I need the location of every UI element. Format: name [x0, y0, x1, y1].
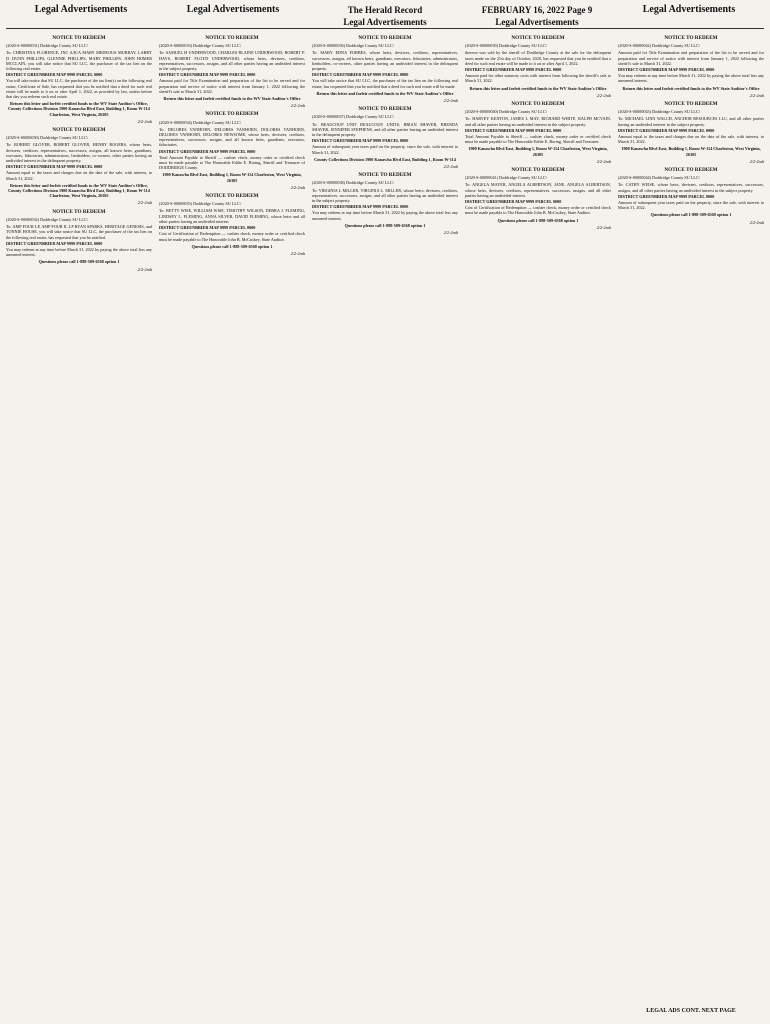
notice-sig: 2/2-2ndt	[443, 164, 458, 170]
notice-map: DISTRICT GREENBRIER MAP 9999 PARCEL 0000	[6, 72, 103, 78]
legal-notice	[6, 210, 152, 272]
notice-map: DISTRICT GREENBRIER MAP 9999 PARCEL 0000	[618, 67, 715, 73]
notice-title: NOTICE TO REDEEM	[52, 127, 106, 134]
notice-id: (2020-S-00000034) Doddridge County SU LLC\	[159, 119, 241, 125]
notice-title: NOTICE TO REDEEM	[511, 101, 565, 108]
notice-id: (2020-S-00000030) Doddridge County SU LLC\	[6, 135, 88, 141]
notice-map: DISTRICT GREENBRIER MAP 9999 PARCEL 0000	[159, 148, 256, 154]
notice-map: DISTRICT GREENBRIER MAP 9999 PARCEL 0000	[6, 240, 103, 246]
notice-extra: Amount paid for Title Examination and preparation of the list to be served and for preparation and service of notice with interest from January 1, 2022 following the sheriff's sale to March 31, 2022.	[159, 78, 305, 94]
notice-title: NOTICE TO REDEEM	[358, 106, 412, 113]
notice-extra: Cost of Certification of Redemption — cashier check, money order or certified check must be made payable to The Honorable John B. McCuskey, State Auditor.	[159, 231, 305, 242]
notice-id: (2020-S-00000037) Doddridge County SU LLC\	[312, 114, 394, 120]
notice-box: 1900 Kanawha Blvd East, Building 1, Room W-114 Charleston, West Virginia, 26305	[162, 172, 302, 183]
notice-body: Amount paid for Title Examination and preparation of the list to be served and for preparation and service of notice with interest from January 1, 2022 following the sheriff's sale to March 31, 2022.	[618, 50, 764, 66]
legal-notice	[6, 128, 152, 206]
legal-notice	[159, 194, 305, 256]
notice-id: (2020-S-00000043) Doddridge County SU LLC\	[618, 109, 700, 115]
notice-map: DISTRICT GREENBRIER MAP 9999 PARCEL 0000	[312, 72, 409, 78]
notice-sig: 2/2-2ndt	[290, 250, 305, 256]
legal-notice	[618, 102, 764, 164]
notice-sig: 2/2-2ndt	[443, 98, 458, 104]
notice-extra: Amount equal to the taxes and charges due on the date of the sale, with interest, to March 31, 2022.	[618, 134, 764, 145]
legal-notice	[159, 112, 305, 190]
notice-sig: 2/2-2ndt	[596, 92, 611, 98]
column-5	[618, 34, 764, 1018]
notice-extra: Amount of subsequent year taxes paid on the property, since the sale, with interest to March 31, 2022.	[312, 144, 458, 155]
notice-box: Return this letter and forfeit certified funds to the WV State Auditor's Office	[316, 90, 454, 96]
legal-notice	[465, 168, 611, 230]
notice-title: NOTICE TO REDEEM	[358, 172, 412, 179]
notice-body: To: SAMUEL H UNDERWOOD, CHARLES BLAINE UNDERWOOD, ROBERT P. HAYS, ROBERT FLOYD UNDERWOOD, whose heirs, devisees, creditors, representatives, successors, assigns, and all other parties having an undivided interest in the subject property.	[159, 50, 305, 72]
notice-title: NOTICE TO REDEEM	[358, 35, 412, 41]
notice-box: Questions please call 1-888-509-6568 option 1	[191, 243, 273, 249]
column-3	[312, 34, 458, 1018]
notice-extra: You will take notice that SU LLC, the purchaser of the tax lien on the following real estate, has requested that you be notified that a deed for such real estate will be made.	[312, 78, 458, 89]
masthead	[0, 4, 770, 30]
columns	[6, 34, 764, 1018]
notice-body: To: HARVEY KENTON, JAMES L MAY, RICHARD WHITE, RALPH MCVAIN, and all other parties having an undivided interest in the subject property.	[465, 116, 611, 127]
notice-body: To: CATHY WEISE, whose heirs, devisees, creditors, representatives, successors, assigns, and all other parties having an undivided interest in the subject property.	[618, 182, 764, 193]
notice-title: NOTICE TO REDEEM	[205, 111, 259, 118]
notice-id: (2020-S-00000035) Doddridge County SU LLC\	[159, 201, 241, 207]
notice-extra: You may redeem at any time before March 31, 2022 by paying the above total less any unearned interest.	[312, 210, 458, 221]
date-line: FEBRUARY 16, 2022 Page 9	[481, 5, 593, 15]
legal-notice	[312, 107, 458, 169]
notice-box: 1900 Kanawha Blvd East, Building 1, Room W-114 Charleston, West Virginia, 26305	[621, 146, 761, 157]
notice-id: (2020-S-00000040) Doddridge County SU LLC\	[465, 109, 547, 115]
notice-map: DISTRICT GREENBRIER MAP 9999 PARCEL 0000	[312, 138, 409, 144]
notice-body: To: VIRGINIA L MILLER, VIRGINIA L. MILLER, whose heirs, devisees, creditors, representatives, successors, assigns, and all other parties having an undivided interest in the subject property.	[312, 187, 458, 204]
notice-id: (2020-S-00000044) Doddridge County SU LLC\	[618, 175, 700, 181]
header-left-2: Legal Advertisements	[186, 4, 280, 15]
notice-extra: Amount equal to the taxes and charges due on the date of the sale, with interest, to March 31, 2022.	[6, 170, 152, 181]
notice-body: To: DELORES VANHORN, DELORES VANHORN, DOLORES VANHORN, DELORES VANHORN, DELORES NEWSOME, whose heirs, devisees, creditors, representatives, successors, assigns, and all known heirs, guardians, executors, fiduciaries.	[159, 126, 305, 148]
notice-box: Return this letter and forfeit certified funds to the WV State Auditor's Office	[622, 85, 760, 91]
notice-extra: Amount of subsequent year taxes paid on the property, since the sale, with interest to March 31, 2022.	[618, 200, 764, 211]
notice-title: NOTICE TO REDEEM	[664, 101, 718, 108]
legal-notice	[312, 173, 458, 235]
header-right: Legal Advertisements	[642, 4, 736, 15]
paper-name: The Herald Record	[347, 5, 423, 15]
notice-sig: 2/2-2ndt	[290, 103, 305, 109]
legal-notice	[6, 36, 152, 124]
notice-box: Questions please call 1-888-509-6568 option 1	[497, 217, 579, 223]
header-date	[462, 4, 612, 28]
notice-body: thereon was sold by the sheriff of Doddridge County at the sale for the delinquent taxes made on the 21st day of October, 2020, has requested that you be notified that a deed for such real estate will be made to it on or after April 1, 2022.	[465, 50, 611, 66]
notice-sig: 2/2-2ndt	[137, 266, 152, 272]
notice-title: NOTICE TO REDEEM	[205, 35, 259, 41]
notice-id: (2020-S-00000032) Doddridge County SU LLC\	[6, 216, 88, 222]
notice-sig: 2/2-2ndt	[749, 158, 764, 164]
legal-notice	[465, 102, 611, 164]
notice-box: County Collections Division 1900 Kanawha Blvd East, Building 1, Room W-114	[314, 156, 456, 162]
legal-notice	[618, 168, 764, 225]
paper-section: Legal Advertisements	[343, 17, 427, 27]
notice-body: To: MARY EDNA FORBES, whose heirs, devisees, creditors, representatives, successors, assigns, all known heirs, guardians, executors, fiduciaries, administrators, lienholders, co-owners, other parties having an undivided interest in the delinquent property.	[312, 50, 458, 72]
notice-title: NOTICE TO REDEEM	[52, 35, 106, 41]
notice-box: Return this letter and forfeit certified funds to the WV State Auditor's Office	[469, 85, 607, 91]
notice-body: To: BETTY WISE, WILLIAM WISE, TIMOTHY WILSON, DEBRA J. FLEMING, LINDSEY L. FLEMING, ANNA SILVER, DAVID FLEMING, whose heirs and all other parties having an undivided interest.	[159, 208, 305, 224]
notice-extra: Amount paid for other statutory costs with interest from following the sheriff's sale to March 31, 2022.	[465, 73, 611, 84]
notice-box: 1900 Kanawha Blvd East, Building 1, Room W-114 Charleston, West Virginia, 26305	[468, 146, 608, 157]
notice-sig: 2/2-2ndt	[749, 219, 764, 225]
notice-map: DISTRICT GREENBRIER MAP 9999 PARCEL 0000	[618, 193, 715, 199]
notice-title: NOTICE TO REDEEM	[205, 193, 259, 200]
notice-map: DISTRICT GREENBRIER MAP 9999 PARCEL 0000	[465, 127, 562, 133]
header-rule	[6, 28, 764, 29]
notice-body: To: ANGELA MAYER, ANGELA ALBERTSON, JANE, ANGELA ALBERTSON, whose heirs, devisees, creditors, representatives, successors, assigns, and all other parties having an undivided interest.	[465, 182, 611, 198]
notice-body: To: AMP FOUR LP, AMP FOUR II, LP RYAN SPARKS, HERITAGE GENESIS, and TONNIE HOUSE, you will take notice that SU LLC, the purchaser of the tax lien on the following real estate, has requested that you be notified.	[6, 224, 152, 240]
notice-sig: 2/2-2ndt	[443, 230, 458, 236]
notice-extra: Cost of Certification of Redemption — cashier check, money order or certified check must be made payable to The Honorable John B. McCuskey, State Auditor.	[465, 205, 611, 216]
notice-map: DISTRICT GREENBRIER MAP 9999 PARCEL 0000	[159, 225, 256, 231]
column-4	[465, 34, 611, 1018]
notice-id: (2020-S-00000041) Doddridge County SU LLC\	[465, 175, 547, 181]
notice-map: DISTRICT GREENBRIER MAP 9999 PARCEL 0000	[312, 204, 409, 210]
legal-notice	[312, 36, 458, 103]
date-sub: Legal Advertisements	[495, 17, 579, 27]
notice-title: NOTICE TO REDEEM	[511, 35, 565, 41]
continued-note: LEGAL ADS CONT. NEXT PAGE	[646, 1008, 736, 1014]
legal-notice	[159, 36, 305, 108]
notice-sig: 2/2-2ndt	[749, 92, 764, 98]
notice-body: To: CHRISTINA FLORENCE, INC A/K/A MARY MEDEOUS MURRAY, LARRY D. DUNN PHILLIPS, GLENNIE PHILLIPS, MARY PHILLIPS, JOHN HOMER MCCLAIN, you will take notice that SU LLC, the purchaser of the tax lien on the following real estate.	[6, 50, 152, 72]
notice-extra: You may redeem at any time before March 31, 2022 by paying the above total less any unearned interest.	[618, 73, 764, 84]
notice-id: (2020-S-00000031) Doddridge County SU LLC\	[6, 43, 88, 49]
legal-notice	[465, 36, 611, 98]
notice-box: Return this letter and forfeit certified funds to the WV State Auditor's Office, County Collections Division 1900 Kanawha Blvd East, Building 1, Room W-114 Charleston, West Virginia, 26305	[8, 182, 150, 199]
notice-title: NOTICE TO REDEEM	[664, 167, 718, 174]
notice-extra: Total Amount Payable to Sheriff — cashier check, money order or certified check must be made payable to The Honorable Eddie E. Boring, Sheriff and Treasurer.	[465, 134, 611, 145]
notice-extra: Total Amount Payable to Sheriff — cashier check, money order or certified check must be made payable to The Honorable Eddie E. Boring, Sheriff and Treasurer of DODDRIDGE County.	[159, 154, 305, 171]
notice-extra: You will take notice that SU LLC, the purchaser of the tax lien(s) on the following real estate, Certificate of Sale, has requested that you be notified that a deed for such real estate will be made to it on or after April 1, 2022, as provided by law, unless before that day you redeem such real estate.	[6, 78, 152, 100]
notice-id: (2020-S-00000039) Doddridge County SU LLC\	[465, 43, 547, 49]
notice-body: To: BEAUCOUP UNIT BEAUCOUP, UNITS, BRIAN SHAVER, BRENDA SHAVER, JENNIFER STEPHENS, and all other parties having an undivided interest in the delinquent property.	[312, 121, 458, 138]
notice-id: (2020-S-00000036) Doddridge County SU LLC\	[312, 43, 394, 49]
notice-map: DISTRICT GREENBRIER MAP 9999 PARCEL 0000	[465, 67, 562, 73]
notice-id: (2020-S-00000038) Doddridge County SU LLC\	[312, 180, 394, 186]
notice-map: DISTRICT GREENBRIER MAP 9999 PARCEL 0000	[159, 72, 256, 78]
header-left-1: Legal Advertisements	[34, 4, 128, 15]
notice-sig: 2/2-2ndt	[596, 158, 611, 164]
legal-notice	[618, 36, 764, 98]
notice-sig: 2/2-2ndt	[290, 184, 305, 190]
column-1	[6, 34, 152, 1018]
notice-box: Questions please call 1-888-509-6568 option 1	[38, 259, 120, 265]
notice-id: (2020-S-00000042) Doddridge County SU LLC\	[618, 43, 700, 49]
notice-body: To: MICHAEL LINN WALCH, ANCHOR RESOURCES LLC, and all other parties having an undivided interest in the subject property.	[618, 116, 764, 127]
notice-map: DISTRICT GREENBRIER MAP 9999 PARCEL 0000	[465, 199, 562, 205]
notice-box: Questions please call 1-888-509-6568 option 1	[344, 222, 426, 228]
notice-map: DISTRICT GREENBRIER MAP 9999 PARCEL 0000	[6, 164, 103, 170]
notice-title: NOTICE TO REDEEM	[511, 167, 565, 174]
notice-extra: You may redeem at any time before March 31, 2022 by paying the above total less any unearned interest.	[6, 246, 152, 258]
notice-sig: 2/2-2ndt	[596, 224, 611, 230]
column-2	[159, 34, 305, 1018]
notice-sig: 2/2-2ndt	[137, 118, 152, 124]
notice-box: Questions please call 1-888-509-6568 option 1	[650, 212, 732, 218]
header-center	[310, 4, 460, 28]
notice-sig: 2/2-2ndt	[137, 200, 152, 206]
notice-map: DISTRICT GREENBRIER MAP 9999 PARCEL 0000	[618, 127, 715, 133]
notice-title: NOTICE TO REDEEM	[664, 35, 718, 41]
notice-id: (2020-S-00000033) Doddridge County SU LLC\	[159, 43, 241, 49]
notice-box: Return this letter and forfeit certified funds to the WV State Auditor's Office	[163, 96, 301, 102]
notice-box: Return this letter and forfeit certified funds to the WV State Auditor's Office, County Collections Division 1900 Kanawha Blvd East, Building 1, Room W-114 Charleston, West Virginia, 26305	[8, 101, 150, 117]
notice-title: NOTICE TO REDEEM	[52, 208, 106, 215]
notice-body: To: ROBERT GLOVER, ROBERT GLOVER, HENRY ROGERS, whose heirs, devisees, creditors, representatives, successors, assigns, all known heirs, guardians, executors, fiduciaries, administrators, lienholders, co-owners, other parties having an undivided interest in the delinquent property.	[6, 142, 152, 164]
